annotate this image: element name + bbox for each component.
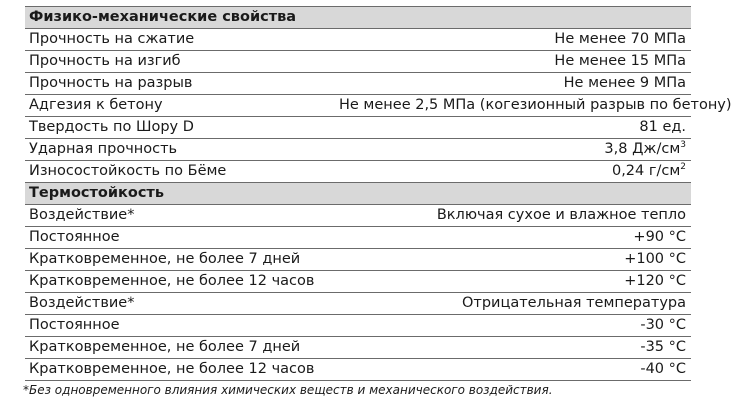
property-value-cell: [335, 73, 691, 95]
property-label: Прочность на сжатие: [25, 29, 335, 51]
property-label: Кратковременное, не более 12 часов: [25, 271, 335, 293]
property-label: Постоянное: [25, 315, 335, 337]
property-value-cell: [335, 337, 691, 359]
table-row: [25, 29, 691, 51]
unit-exponent: 2: [680, 162, 687, 173]
property-value: 0,24 г/см: [611, 163, 681, 179]
property-label: Кратковременное, не более 7 дней: [25, 249, 335, 271]
property-value-cell: [335, 161, 691, 183]
property-value: Не менее 2,5 МПа (когезионный разрыв по бетону): [339, 97, 732, 113]
property-value: -30 °C: [640, 317, 687, 333]
property-label: Адгезия к бетону: [25, 95, 335, 117]
property-value-cell: [335, 205, 691, 227]
property-label: Прочность на изгиб: [25, 51, 335, 73]
property-value: Отрицательная температура: [461, 295, 687, 311]
property-label: Износостойкость по Бёме: [25, 161, 335, 183]
property-value-cell: [335, 249, 691, 271]
property-value: Не менее 9 МПа: [563, 75, 687, 91]
properties-table: [25, 6, 732, 381]
property-value: +100 °C: [624, 251, 687, 267]
property-value-cell: [335, 271, 691, 293]
table-row: [25, 249, 691, 271]
table-row: [25, 95, 691, 117]
table-row: [25, 161, 691, 183]
property-value-cell: [335, 293, 691, 315]
property-value-cell: [335, 359, 691, 381]
property-value: +120 °C: [624, 273, 687, 289]
table-row: [25, 293, 691, 315]
property-value: Включая сухое и влажное тепло: [436, 207, 687, 223]
property-label: Твердость по Шору D: [25, 117, 335, 139]
section-title: Термостойкость: [25, 183, 691, 205]
table-row: [25, 51, 691, 73]
table-row: [25, 315, 691, 337]
property-label: Постоянное: [25, 227, 335, 249]
property-value: -35 °C: [640, 339, 687, 355]
property-label: Кратковременное, не более 12 часов: [25, 359, 335, 381]
property-value: -40 °C: [640, 361, 687, 377]
property-value-cell: [335, 227, 691, 249]
property-value: 3,8 Дж/см: [604, 141, 681, 157]
unit-exponent: 3: [680, 140, 687, 151]
property-label: Кратковременное, не более 7 дней: [25, 337, 335, 359]
property-label: Прочность на разрыв: [25, 73, 335, 95]
property-label: Воздействие*: [25, 205, 335, 227]
property-value: Не менее 15 МПа: [554, 53, 687, 69]
property-value: Не менее 70 МПа: [554, 31, 687, 47]
property-label: Ударная прочность: [25, 139, 335, 161]
table-row: [25, 271, 691, 293]
footnote: *Без одновременного влияния химических веществ и механического воздействия.: [23, 383, 553, 397]
property-value-cell: [335, 51, 691, 73]
property-value-cell: [335, 95, 732, 117]
properties-table-body: [25, 7, 732, 381]
table-row: [25, 227, 691, 249]
property-value-cell: [335, 29, 691, 51]
property-value-cell: [335, 315, 691, 337]
table-row: [25, 359, 691, 381]
section-header: [25, 183, 691, 205]
property-value: +90 °C: [633, 229, 687, 245]
table-row: [25, 73, 691, 95]
section-title: Физико-механические свойства: [25, 7, 691, 29]
property-value-cell: [335, 139, 691, 161]
table-row: [25, 337, 691, 359]
property-value-cell: [335, 117, 691, 139]
table-row: [25, 117, 691, 139]
section-header: [25, 7, 691, 29]
property-label: Воздействие*: [25, 293, 335, 315]
table-row: [25, 205, 691, 227]
property-value: 81 ед.: [639, 119, 687, 135]
table-row: [25, 139, 691, 161]
